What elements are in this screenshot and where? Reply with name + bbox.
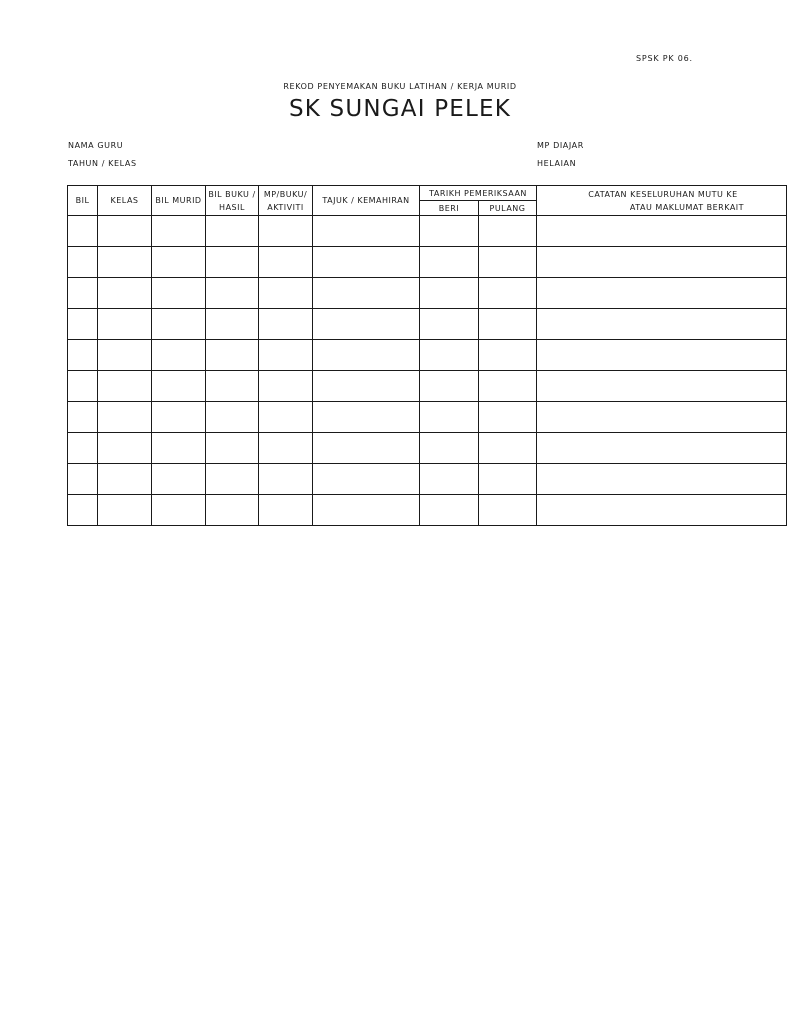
table-cell — [68, 464, 98, 495]
table-row — [68, 309, 787, 340]
col-bil-buku — [206, 186, 259, 216]
table-cell — [152, 278, 206, 309]
table-cell — [206, 278, 259, 309]
col-tajuk: TAJUK / KEMAHIRAN — [313, 186, 420, 216]
table-cell — [259, 247, 313, 278]
table-cell — [479, 340, 537, 371]
table-cell — [479, 433, 537, 464]
table-cell — [537, 402, 787, 433]
school-title: SK SUNGAI PELEK — [288, 96, 512, 122]
table-cell — [68, 278, 98, 309]
col-mp-buku-line1: MP/BUKU/ — [263, 189, 308, 199]
table-row — [68, 433, 787, 464]
table-cell — [98, 371, 152, 402]
table-cell — [98, 402, 152, 433]
table-cell — [206, 340, 259, 371]
col-bil: BIL — [68, 186, 98, 216]
table-cell — [68, 309, 98, 340]
table-cell — [420, 464, 479, 495]
form-subtitle: REKOD PENYEMAKAN BUKU LATIHAN / KERJA MURID — [283, 82, 517, 91]
table-cell — [68, 402, 98, 433]
table-cell — [259, 278, 313, 309]
table-cell — [313, 402, 420, 433]
table-cell — [206, 495, 259, 526]
table-cell — [98, 247, 152, 278]
table-cell — [98, 433, 152, 464]
table-cell — [68, 371, 98, 402]
table-cell — [420, 340, 479, 371]
table-cell — [420, 247, 479, 278]
table-cell — [206, 433, 259, 464]
table-cell — [420, 495, 479, 526]
table-row — [68, 216, 787, 247]
table-cell — [420, 216, 479, 247]
col-bil-buku-line2: HASIL — [219, 202, 245, 212]
table-row — [68, 464, 787, 495]
table-cell — [537, 247, 787, 278]
table-cell — [206, 309, 259, 340]
table-cell — [259, 371, 313, 402]
table-cell — [313, 309, 420, 340]
table-cell — [313, 495, 420, 526]
table-cell — [98, 216, 152, 247]
table-row — [68, 371, 787, 402]
table-cell — [479, 278, 537, 309]
table-cell — [68, 433, 98, 464]
record-table-body — [68, 216, 787, 526]
table-cell — [420, 402, 479, 433]
table-cell — [206, 464, 259, 495]
table-cell — [479, 402, 537, 433]
table-cell — [537, 464, 787, 495]
table-cell — [152, 402, 206, 433]
table-cell — [537, 433, 787, 464]
table-cell — [206, 402, 259, 433]
table-cell — [259, 309, 313, 340]
col-tarikh: TARIKH PEMERIKSAAN — [420, 186, 537, 201]
table-cell — [68, 247, 98, 278]
sheet-label: HELAIAN — [537, 159, 577, 168]
table-cell — [420, 433, 479, 464]
col-kelas: KELAS — [98, 186, 152, 216]
table-cell — [313, 464, 420, 495]
table-cell — [537, 371, 787, 402]
table-cell — [313, 247, 420, 278]
table-cell — [152, 495, 206, 526]
table-cell — [98, 278, 152, 309]
table-cell — [420, 371, 479, 402]
table-cell — [68, 340, 98, 371]
table-cell — [206, 371, 259, 402]
table-cell — [152, 309, 206, 340]
table-cell — [259, 402, 313, 433]
col-bil-murid: BIL MURID — [152, 186, 206, 216]
table-cell — [537, 278, 787, 309]
col-catatan-line1: CATATAN KESELURUHAN MUTU KE — [588, 189, 738, 199]
table-cell — [537, 216, 787, 247]
table-cell — [313, 216, 420, 247]
table-cell — [98, 309, 152, 340]
col-beri: BERI — [420, 201, 479, 216]
table-cell — [152, 464, 206, 495]
table-cell — [537, 495, 787, 526]
table-row — [68, 495, 787, 526]
table-row — [68, 278, 787, 309]
table-cell — [479, 371, 537, 402]
table-cell — [152, 340, 206, 371]
subject-label: MP DIAJAR — [537, 141, 584, 150]
table-cell — [420, 278, 479, 309]
year-class-label: TAHUN / KELAS — [68, 159, 137, 168]
table-cell — [479, 464, 537, 495]
table-cell — [259, 433, 313, 464]
record-table-container — [67, 185, 745, 526]
table-row — [68, 340, 787, 371]
table-cell — [98, 464, 152, 495]
table-cell — [68, 216, 98, 247]
col-mp-buku-line2: AKTIVITI — [267, 202, 304, 212]
teacher-name-label: NAMA GURU — [68, 141, 124, 150]
col-catatan — [537, 186, 787, 216]
table-cell — [537, 340, 787, 371]
table-cell — [98, 340, 152, 371]
table-cell — [152, 371, 206, 402]
table-cell — [152, 216, 206, 247]
table-cell — [206, 247, 259, 278]
table-cell — [313, 340, 420, 371]
table-row — [68, 247, 787, 278]
col-bil-buku-line1: BIL BUKU / — [208, 189, 256, 199]
table-cell — [479, 309, 537, 340]
table-cell — [420, 309, 479, 340]
col-catatan-line2: ATAU MAKLUMAT BERKAIT — [629, 202, 745, 212]
table-cell — [313, 433, 420, 464]
table-cell — [259, 495, 313, 526]
table-cell — [479, 495, 537, 526]
table-cell — [68, 495, 98, 526]
table-cell — [479, 216, 537, 247]
table-row — [68, 402, 787, 433]
table-cell — [537, 309, 787, 340]
table-cell — [479, 247, 537, 278]
table-cell — [98, 495, 152, 526]
table-cell — [206, 216, 259, 247]
record-table — [67, 185, 787, 526]
col-mp-buku — [259, 186, 313, 216]
col-pulang: PULANG — [479, 201, 537, 216]
table-cell — [259, 216, 313, 247]
table-cell — [152, 433, 206, 464]
table-cell — [313, 371, 420, 402]
table-cell — [313, 278, 420, 309]
table-cell — [152, 247, 206, 278]
table-cell — [259, 340, 313, 371]
table-cell — [259, 464, 313, 495]
document-code: SPSK PK 06. — [636, 54, 693, 63]
